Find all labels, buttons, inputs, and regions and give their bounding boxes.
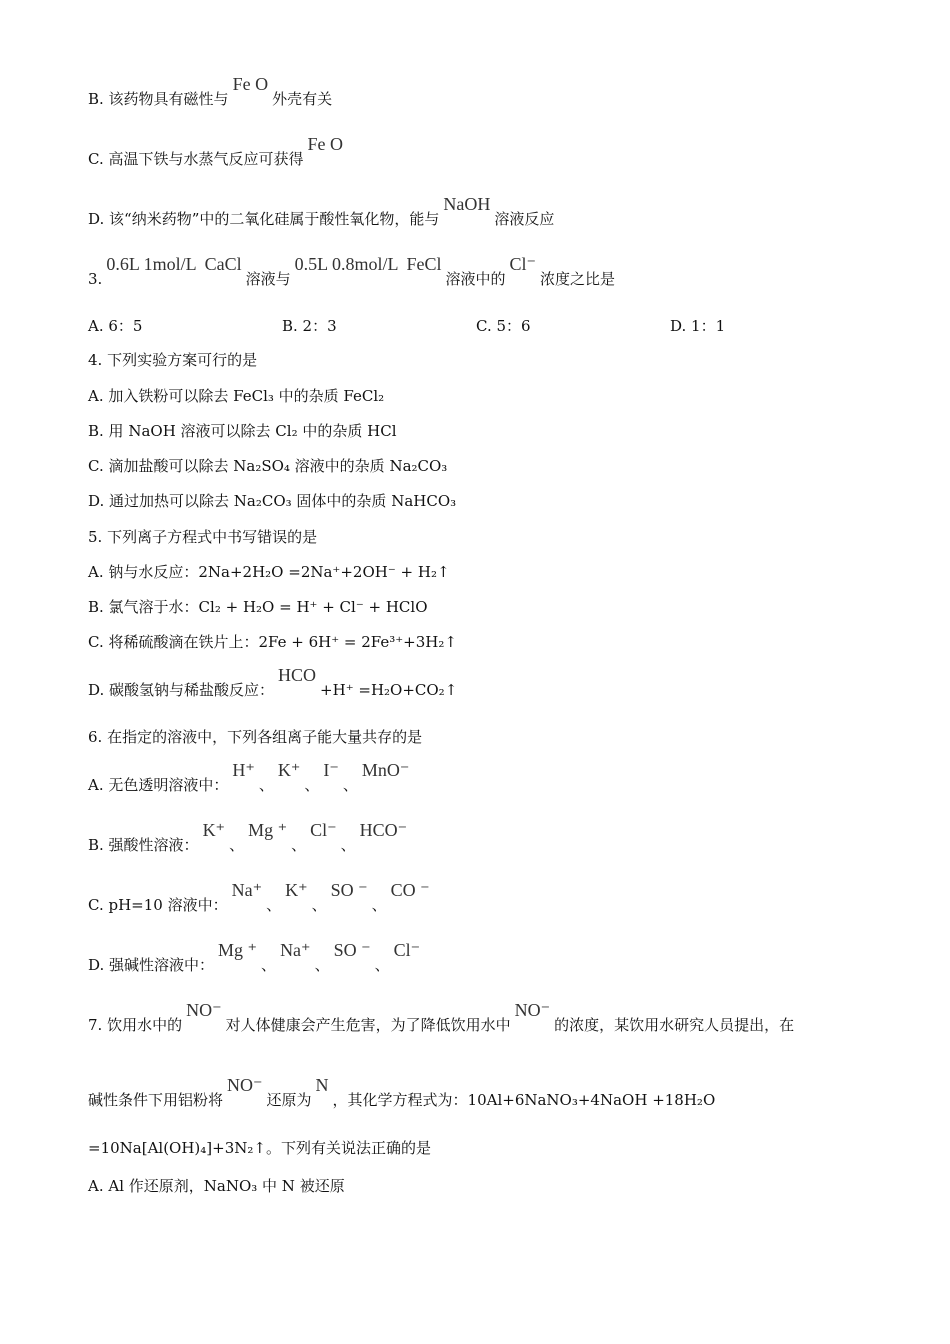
text-line [88, 820, 411, 855]
text-line [88, 254, 616, 289]
formula: Mg ⁺ [218, 940, 258, 960]
q3-option-a: A. 6：5 [88, 317, 143, 335]
formula: SO ⁻ [330, 880, 368, 900]
q3-option-b: B. 2：3 [282, 317, 337, 335]
formula: Na⁺ [280, 940, 311, 960]
formula: HCO [278, 665, 317, 685]
text-segment: D. 碳酸氢钠与稀盐酸反应： [88, 681, 275, 699]
formula: Fe O [232, 74, 269, 94]
text-line [88, 350, 257, 370]
text-segment: 3. [88, 270, 103, 288]
text-segment: D. 该“纳米药物”中的二氧化硅属于酸性氧化物，能与 [88, 210, 440, 228]
text-line [88, 456, 447, 476]
formula: CO ⁻ [390, 880, 430, 900]
text-segment: C. 高温下铁与水蒸气反应可获得 [88, 150, 304, 168]
formula: SO ⁻ [333, 940, 371, 960]
text-segment: B. 强酸性溶液： [88, 836, 199, 854]
text-segment: 、 [261, 956, 277, 974]
text-segment: C. pH=10 溶液中： [88, 896, 228, 914]
text-segment: 、 [314, 956, 330, 974]
text-line [88, 74, 333, 109]
text-segment: 、 [340, 836, 356, 854]
text-segment: 、 [258, 776, 274, 794]
text-segment: =10Na[Al(OH)₄]+3N₂↑。下列有关说法正确的是 [88, 1139, 431, 1157]
q3-option-c: C. 5：6 [476, 317, 531, 335]
text-segment: 7. 饮用水中的 [88, 1016, 183, 1034]
text-segment: D. 通过加热可以除去 Na₂CO₃ 固体中的杂质 NaHCO₃ [88, 492, 457, 510]
formula: H⁺ [232, 760, 255, 780]
text-segment: 碱性条件下用铝粉将 [88, 1091, 224, 1109]
text-segment: B. 氯气溶于水：Cl₂ + H₂O = H⁺ + Cl⁻ + HClO [88, 598, 428, 616]
text-segment: 、 [342, 776, 358, 794]
text-segment: C. 滴加盐酸可以除去 Na₂SO₄ 溶液中的杂质 Na₂CO₃ [88, 457, 448, 475]
text-segment: 对人体健康会产生危害，为了降低饮用水中 [225, 1016, 511, 1034]
text-segment: 还原为 [266, 1091, 312, 1109]
text-segment: 溶液与 [245, 270, 291, 288]
text-line [88, 597, 428, 617]
text-line [88, 562, 450, 582]
text-segment: 4. 下列实验方案可行的是 [88, 351, 258, 369]
text-segment: 外壳有关 [272, 90, 333, 108]
text-line [88, 491, 456, 511]
text-line [88, 880, 434, 915]
text-segment: A. 无色透明溶液中： [88, 776, 229, 794]
formula: Mg ⁺ [248, 820, 288, 840]
text-segment: 溶液反应 [494, 210, 555, 228]
text-segment: B. 用 NaOH 溶液可以除去 Cl₂ 中的杂质 HCl [88, 422, 397, 440]
text-segment: B. 该药物具有磁性与 [88, 90, 229, 108]
formula: Cl⁻ [393, 940, 421, 960]
text-segment: 、 [311, 896, 327, 914]
text-segment: 6. 在指定的溶液中，下列各组离子能大量共存的是 [88, 728, 423, 746]
formula: Na⁺ [231, 880, 263, 900]
formula: N [315, 1075, 329, 1095]
text-line [88, 1000, 795, 1035]
text-line [88, 527, 317, 547]
text-line [88, 727, 422, 747]
text-segment: 、 [304, 776, 320, 794]
text-line [88, 1138, 431, 1158]
text-line [88, 665, 458, 700]
formula: CaCl [204, 254, 242, 274]
formula: FeCl [406, 254, 442, 274]
formula: K⁺ [285, 880, 308, 900]
text-segment: ，其化学方程式为：10Al+6NaNO₃+4NaOH +18H₂O [332, 1091, 716, 1109]
text-segment: A. 钠与水反应：2Na+2H₂O =2Na⁺+2OH⁻ + H₂↑ [88, 563, 450, 581]
text-line [88, 940, 424, 975]
text-line [88, 760, 413, 795]
q3-option-d: D. 1：1 [670, 317, 726, 335]
text-line [88, 134, 347, 169]
text-line [88, 632, 457, 652]
formula: NO⁻ [514, 1000, 551, 1020]
text-segment: A. 加入铁粉可以除去 FeCl₃ 中的杂质 FeCl₂ [88, 387, 385, 405]
text-segment: 5. 下列离子方程式中书写错误的是 [88, 528, 318, 546]
text-segment: 的浓度，某饮用水研究人员提出，在 [554, 1016, 795, 1034]
text-segment: +H⁺ =H₂O+CO₂↑ [320, 681, 458, 699]
text-line [88, 194, 555, 229]
text-segment: 溶液中的 [445, 270, 506, 288]
formula: HCO⁻ [359, 820, 408, 840]
formula: Cl⁻ [509, 254, 537, 274]
text-line [88, 1176, 345, 1196]
formula: 0.5L 0.8mol/L [294, 254, 399, 274]
formula: MnO⁻ [361, 760, 410, 780]
formula: K⁺ [277, 760, 301, 780]
formula: NaOH [443, 194, 491, 214]
formula: K⁺ [202, 820, 226, 840]
text-segment: 、 [229, 836, 245, 854]
text-line [88, 386, 384, 406]
formula: I⁻ [323, 760, 339, 780]
text-segment: 浓度之比是 [540, 270, 616, 288]
text-segment: 、 [266, 896, 282, 914]
formula: NO⁻ [186, 1000, 222, 1020]
text-segment: 、 [371, 896, 387, 914]
text-line [88, 421, 397, 441]
formula: Fe O [307, 134, 343, 154]
text-segment: A. Al 作还原剂，NaNO₃ 中 N 被还原 [88, 1177, 345, 1195]
formula: 0.6L 1mol/L [106, 254, 197, 274]
text-segment: 、 [291, 836, 307, 854]
text-line [88, 1075, 716, 1110]
text-segment: 、 [374, 956, 390, 974]
formula: Cl⁻ [310, 820, 337, 840]
text-segment: D. 强碱性溶液中： [88, 956, 215, 974]
formula: NO⁻ [227, 1075, 263, 1095]
text-segment: C. 将稀硫酸滴在铁片上：2Fe + 6H⁺ = 2Fe³⁺+3H₂↑ [88, 633, 457, 651]
